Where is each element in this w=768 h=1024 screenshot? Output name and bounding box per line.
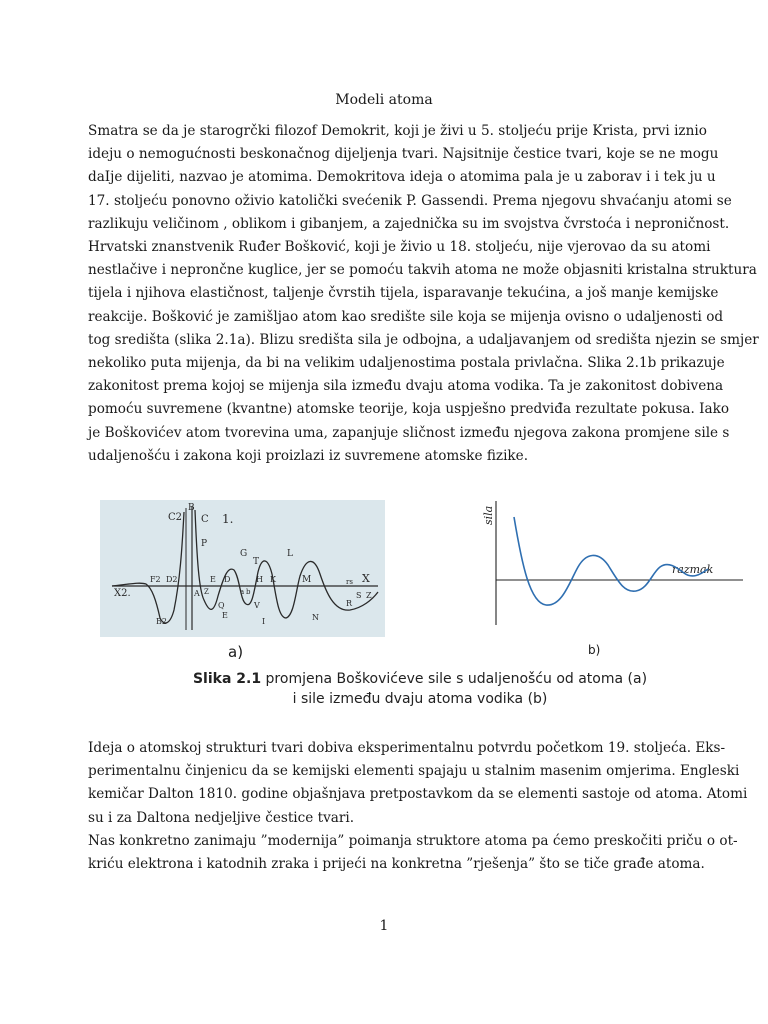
text-line: Ideja o atomskoj strukturi tvari dobiva eksperimentalnu potvrdu početkom 19. stoljeća. Eks- <box>88 740 726 756</box>
fig-a-label-X: X <box>362 572 370 585</box>
text-line: Hrvatski znanstvenik Ruđer Bošković, koji je živio u 18. stoljeću, nije vjerovao da su atomi <box>88 239 711 256</box>
fig-a-label-a: a <box>240 588 245 596</box>
text-line: daIje dijeliti, nazvao je atomima. Demokritova ideja o atomima pala je u zaborav i i tek ju u <box>88 169 716 186</box>
fig-b-x-label: razmak <box>672 563 714 576</box>
caption-line-2: i sile između dvaju atoma vodika (b) <box>292 691 548 707</box>
text-line: udaljenošću i zakona koji proizlazi iz suvremene atomske fizike. <box>88 447 529 464</box>
fig-a-label-C: C <box>201 514 209 525</box>
text-line: tog središta (slika 2.1a). Blizu središta sila je odbojna, a udaljavanjem od središta njezin se smjer <box>88 331 759 348</box>
fig-a-label-E: E <box>210 575 216 584</box>
fig-a-label-B: B <box>188 503 195 513</box>
fig-a-label-M: M <box>302 575 312 585</box>
fig-a-label-I: I <box>262 617 266 626</box>
text-line: Smatra se da je starogrčki filozof Demokrit, koji je živi u 5. stoljeću prije Krista, prvi iznio <box>88 123 707 139</box>
fig-a-label-N: N <box>312 613 319 622</box>
text-line: 17. stoljeću ponovno oživio katolički svećenik P. Gassendi. Prema njegovu shvaćanju atomi se <box>88 192 732 209</box>
fig-b-y-label: sila <box>482 505 495 525</box>
fig-a-label-T: T <box>253 557 260 567</box>
fig-b-force-curve <box>514 517 708 605</box>
caption-text: promjena Boškovićeve sile s udaljenošću od atoma (a) <box>261 671 648 687</box>
fig-a-label-Z2: Z <box>204 588 209 596</box>
fig-a-label-E2: E <box>222 611 228 620</box>
text-line: razlikuju veličinom , oblikom i gibanjem, a zajednička su im svojstva čvrstoća i neproničnost. <box>88 215 730 232</box>
fig-a-label-P: P <box>201 539 208 549</box>
text-line: kemičar Dalton 1810. godine objašnjava pretpostavkom da se elementi sastoje od atoma. Atomi <box>88 786 748 803</box>
text-line: kriću elektrona i katodnih zraka i prijeći na konkretna ”rješenja” što se tiče građe atoma. <box>88 856 705 873</box>
fig-a-label-K: K <box>270 575 276 584</box>
paragraph-dalton <box>88 737 748 876</box>
figure-caption <box>0 669 768 709</box>
figure-b-hydrogen-force <box>478 495 748 645</box>
fig-a-label-Z: Z <box>366 591 372 600</box>
caption-label: Slika 2.1 <box>192 671 262 687</box>
page-title: Modeli atoma <box>335 92 433 108</box>
text-line: reakcije. Bošković je zamišljao atom kao središte sile koja se mijenja ovisno o udaljenosti od <box>88 308 724 325</box>
fig-a-label-one: 1. <box>222 512 234 526</box>
caption-line-1 <box>0 669 768 689</box>
fig-a-label-S: S <box>356 591 362 600</box>
fig-a-label-A: A <box>194 589 200 598</box>
fig-a-label-D: D <box>224 575 231 584</box>
fig-a-label-H: H <box>256 575 263 584</box>
fig-a-label-R: R <box>346 599 353 608</box>
text-line: nekoliko puta mijenja, da bi na velikim udaljenostima postala privlačna. Slika 2.1b prikazuje <box>88 355 725 372</box>
fig-a-label-X2: X2. <box>114 588 131 599</box>
paragraph-intro <box>88 120 759 468</box>
fig-a-label-V: V <box>254 601 260 610</box>
figure-b-label: b) <box>588 643 601 657</box>
fig-a-label-D2: D2 <box>166 575 178 584</box>
fig-a-label-G: G <box>240 549 248 559</box>
text-line: tijela i njihova elastičnost, taljenje čvrstih tijela, isparavanje tekućina, a još manje kemijske <box>88 285 719 302</box>
fig-a-curve-left <box>112 512 184 623</box>
text-line: zakonitost prema kojoj se mijenja sila između dvaju atoma vodika. Ta je zakonitost dobivena <box>88 378 724 395</box>
fig-a-label-L: L <box>287 549 293 559</box>
fig-a-label-rs: rs <box>346 578 353 586</box>
text-line: je Boškovićev atom tvorevina uma, zapanjuje sličnost između njegova zakona promjene sile s <box>88 424 730 441</box>
hydrogen-force-svg <box>478 495 748 645</box>
boskovic-curve-svg <box>100 500 385 637</box>
text-line: Nas konkretno zanimaju ”modernija” poimanja struktore atoma pa ćemo preskočiti priču o ot- <box>88 832 738 849</box>
figure-a-label: a) <box>228 643 244 661</box>
text-line: nestlačive i neprončne kuglice, jer se pomoću takvih atoma ne može objasniti kristalna struktura <box>88 262 757 279</box>
text-line: ideju o nemogućnosti beskonačnog dijeljenja tvari. Najsitnije čestice tvari, koje se ne mogu <box>88 146 719 163</box>
page-number: 1 <box>379 918 389 934</box>
text-line: perimentalnu činjenicu da se kemijski elementi spajaju u stalnim masenim omjerima. Engleski <box>88 763 740 780</box>
text-line: pomoću suvremene (kvantne) atomske teorije, koja uspješno predviđa rezultate pokusa. Iako <box>88 401 730 418</box>
text-line: su i za Daltona nedjeljive čestice tvari. <box>88 809 355 826</box>
fig-a-label-b: b <box>246 588 251 596</box>
fig-a-label-F2: F2 <box>150 575 161 584</box>
fig-a-label-C2: C2 <box>168 512 183 523</box>
fig-a-label-B2: B2 <box>156 617 167 626</box>
fig-a-label-Q: Q <box>218 601 225 610</box>
figure-a-boskovic-curve <box>100 500 385 637</box>
